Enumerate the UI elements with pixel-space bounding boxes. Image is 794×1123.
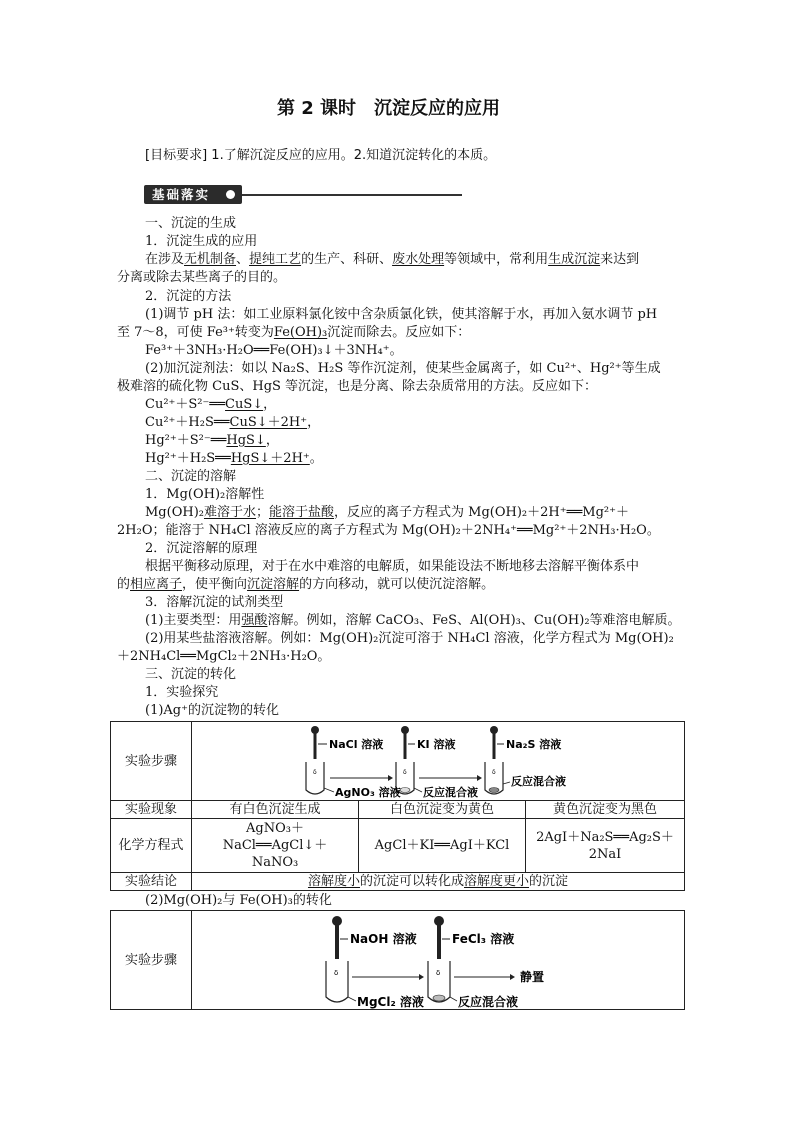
text: ，	[265, 433, 279, 448]
answer-blank: Fe(OH)₃	[273, 325, 328, 340]
table-cell: AgCl＋KI══AgI＋KCl	[359, 819, 526, 873]
subheading: 1．沉淀生成的应用	[145, 234, 258, 249]
dropper-icon	[311, 726, 319, 759]
arrow-right-icon	[454, 974, 515, 980]
reagent-label: NaOH 溶液	[350, 932, 417, 946]
svg-text:δ: δ	[313, 769, 317, 776]
answer-blank: CuS↓＋2H⁺	[229, 415, 308, 430]
equation-line: 2NaI	[588, 846, 622, 862]
answer-blank: HgS↓＋2H⁺	[230, 451, 310, 466]
test-tube-icon	[326, 961, 348, 1002]
reagent-label: NaCl 溶液	[329, 738, 384, 751]
text: 等领域中，常利用	[444, 252, 549, 267]
arrow-right-icon	[330, 775, 393, 781]
answer-blank: 提纯工艺	[249, 252, 302, 267]
section-heading-1: 一、沉淀的生成	[145, 216, 237, 231]
answer-blank: 溶解度小	[307, 874, 360, 889]
row-label: 实验步骤	[111, 722, 192, 801]
subheading: 1．实验探究	[145, 685, 219, 700]
text: Cu²⁺＋H₂S══	[145, 415, 230, 430]
text: 的沉淀可以转化成	[359, 874, 464, 889]
table-cell: 黄色沉淀变为黑色	[526, 801, 685, 819]
svg-text:δ: δ	[492, 769, 496, 776]
tube-label: AgNO₃ 溶液	[335, 786, 401, 799]
paragraph-line: 根据平衡移动原理，对于在水中难溶的电解质，如果能设法不断地移去溶解平衡体系中	[145, 559, 640, 574]
goal-label: [目标要求]	[145, 148, 208, 163]
badge-label: 基础落实	[152, 187, 211, 202]
paragraph-line	[117, 324, 470, 342]
test-tube-icon	[485, 762, 503, 794]
text: ；	[256, 505, 270, 520]
equation	[145, 396, 276, 414]
subheading: 2．沉淀溶解的原理	[145, 541, 258, 556]
table-cell	[526, 819, 685, 873]
text: 、	[236, 252, 250, 267]
paragraph-line: 分离或除去某些离子的目的。	[117, 270, 287, 285]
dropper-icon	[434, 916, 444, 959]
answer-blank: HgS↓	[226, 433, 266, 448]
dropper-icon	[490, 726, 498, 759]
answer-blank: 无机制备	[184, 252, 237, 267]
subheading: 3．溶解沉淀的试剂类型	[145, 595, 284, 610]
row-label-text: 化学方程式	[118, 838, 184, 853]
test-tube-icon	[428, 961, 450, 1002]
paragraph-line	[145, 504, 629, 522]
text: 在涉及	[145, 252, 185, 267]
answer-blank: 相应离子	[130, 577, 183, 592]
badge-dot-icon	[226, 190, 235, 199]
text: 至 7～8，可使 Fe³⁺转变为	[117, 325, 274, 340]
subheading: 1．Mg(OH)₂溶解性	[145, 487, 265, 502]
tube-label: 反应混合液	[511, 775, 566, 788]
paragraph-line: 2H₂O；能溶于 NH₄Cl 溶液反应的离子方程式为 Mg(OH)₂＋2NH₄⁺══Mg²⁺＋2NH₃·H₂O。	[117, 523, 660, 538]
test-tube-icon	[306, 762, 324, 794]
text: 的生产、科研、	[301, 252, 393, 267]
dropper-icon	[401, 726, 409, 759]
text: Cu²⁺＋S²⁻══	[145, 397, 226, 412]
table-caption: (1)Ag⁺的沉淀物的转化	[145, 703, 279, 718]
svg-text:δ: δ	[436, 969, 441, 977]
equation-line: 2AgI＋Na₂S══Ag₂S＋	[536, 829, 674, 845]
row-label	[111, 819, 192, 873]
section-badge	[144, 185, 242, 204]
apparatus-diagram-2	[192, 911, 684, 1009]
answer-blank: 能溶于盐酸	[269, 505, 335, 520]
text: 的方向移动，就可以使沉淀溶解。	[299, 577, 495, 592]
answer-blank: CuS↓	[225, 397, 264, 412]
answer-blank: 生成沉淀	[548, 252, 601, 267]
answer-blank: 废水处理	[392, 252, 445, 267]
answer-blank: 沉淀溶解	[247, 577, 300, 592]
tube-label: 反应混合液	[423, 786, 478, 799]
arrow-right-icon	[419, 775, 482, 781]
page-title: 第 2 课时 沉淀反应的应用	[277, 98, 501, 119]
table-cell: 有白色沉淀生成	[192, 801, 359, 819]
paragraph-line	[145, 251, 639, 269]
answer-blank: 强酸	[241, 613, 268, 628]
equation-line: AgNO₃＋	[246, 821, 304, 836]
paragraph-line: (1)调节 pH 法：如工业原料氯化铵中含杂质氯化铁，使其溶解于水，再加入氨水调节 pH	[145, 307, 658, 322]
reagent-label: FeCl₃ 溶液	[452, 932, 515, 946]
badge-rule	[242, 194, 462, 196]
apparatus-diagram-1	[192, 722, 684, 800]
row-label: 实验步骤	[111, 911, 192, 1010]
equation-line: NaCl══AgCl↓＋	[222, 838, 328, 853]
equation	[145, 414, 320, 432]
paragraph-line: (2)加沉淀剂法：如以 Na₂S、H₂S 等作沉淀剂，使某些金属离子，如 Cu²⁺、Hg²⁺等生成	[145, 361, 661, 376]
apparatus-cell	[192, 911, 685, 1010]
text: ，	[307, 415, 321, 430]
text: Hg²⁺＋H₂S══	[145, 451, 231, 466]
table-cell: 白色沉淀变为黄色	[359, 801, 526, 819]
table-caption: (2)Mg(OH)₂与 Fe(OH)₃的转化	[145, 893, 332, 908]
goal-line	[145, 147, 496, 165]
tube-label: 反应混合液	[458, 995, 519, 1009]
text: 的	[117, 577, 131, 592]
answer-blank: 难溶于水	[203, 505, 256, 520]
text: 沉淀而除去。反应如下：	[327, 325, 471, 340]
text: 来达到	[600, 252, 640, 267]
svg-text:δ: δ	[403, 769, 407, 776]
text: 的沉淀	[529, 874, 569, 889]
step-label: 静置	[520, 970, 545, 984]
equation	[145, 450, 323, 468]
row-label: 实验现象	[111, 801, 192, 819]
tube-label: MgCl₂ 溶液	[357, 995, 424, 1009]
answer-blank: 溶解度更小	[464, 874, 530, 889]
goal-text: 1.了解沉淀反应的应用。2.知道沉淀转化的本质。	[211, 148, 497, 163]
text: (1)主要类型：用	[145, 613, 242, 628]
equation-line: NaNO₃	[251, 855, 299, 870]
svg-text:δ: δ	[334, 969, 339, 977]
equation: Fe³⁺＋3NH₃·H₂O══Fe(OH)₃↓＋3NH₄⁺。	[145, 343, 403, 358]
arrow-right-icon	[352, 974, 424, 980]
text: ，反应的离子方程式为 Mg(OH)₂＋2H⁺══Mg²⁺＋	[334, 505, 629, 520]
paragraph-line	[145, 612, 681, 630]
paragraph-line: (2)用某些盐溶液溶解。例如：Mg(OH)₂沉淀可溶于 NH₄Cl 溶液，化学方程式为 Mg(OH)₂	[145, 631, 674, 646]
subheading: 2．沉淀的方法	[145, 289, 232, 304]
text: ，使平衡向	[182, 577, 248, 592]
experiment-table-1	[110, 721, 685, 891]
paragraph-line: 极难溶的硫化物 CuS、HgS 等沉淀，也是分离、除去杂质常用的方法。反应如下：	[117, 379, 598, 394]
section-heading-3: 三、沉淀的转化	[145, 667, 237, 682]
equation: ＋2NH₄Cl══MgCl₂＋2NH₃·H₂O。	[117, 649, 331, 664]
section-heading-2: 二、沉淀的溶解	[145, 469, 237, 484]
text: 溶解。例如，溶解 CaCO₃、FeS、Al(OH)₃、Cu(OH)₂等难溶电解质。	[267, 613, 681, 628]
text: Mg(OH)₂	[145, 505, 204, 520]
reagent-label: Na₂S 溶液	[506, 738, 562, 751]
dropper-icon	[332, 916, 342, 959]
reagent-label: KI 溶液	[417, 738, 456, 751]
row-label: 实验结论	[111, 873, 192, 891]
paragraph-line	[117, 576, 494, 594]
apparatus-cell	[192, 722, 685, 801]
text: Hg²⁺＋S²⁻══	[145, 433, 227, 448]
text: ，	[263, 397, 277, 412]
table-cell	[192, 873, 685, 891]
experiment-table-2	[110, 910, 685, 1010]
table-cell	[192, 819, 359, 873]
text: 。	[309, 451, 323, 466]
equation	[145, 432, 279, 450]
